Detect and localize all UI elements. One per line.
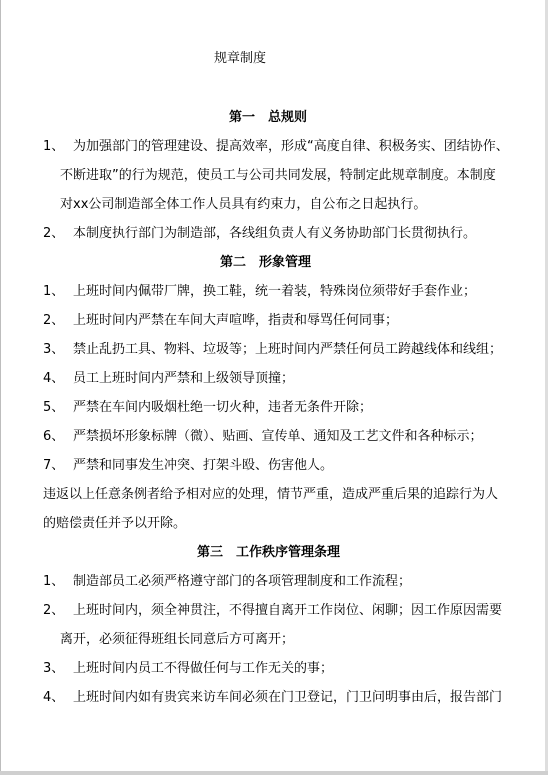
item-text: 严禁和同事发生冲突、打架斗殴、伤害他人。 (73, 458, 334, 473)
item-text: 严禁在车间内吸烟杜绝一切火种，违者无条件开除； (73, 400, 373, 415)
item-text: 为加强部门的管理建设、提高效率，形成“高度自律、积极务实、团结协作、 (73, 139, 509, 154)
item-number: 2、 (43, 226, 65, 241)
item-number: 2、 (43, 313, 65, 328)
section-note: 的赔偿责任并予以开除。 (43, 516, 187, 531)
item-number: 5、 (43, 400, 65, 415)
item-number: 3、 (43, 661, 65, 676)
item-text: 上班时间内严禁在车间大声喧哗，指责和辱骂任何同事； (73, 313, 399, 328)
item-text: 禁止乱扔工具、物料、垃圾等；上班时间内严禁任何员工跨越线体和线组； (73, 342, 503, 357)
item-text: 制造部员工必须严格遵守部门的各项管理制度和工作流程； (73, 574, 412, 589)
page-left-edge (0, 0, 1, 775)
item-number: 2、 (43, 603, 65, 618)
section-heading: 第三 工作秩序管理条理 (197, 545, 341, 560)
item-text: 上班时间内，须全神贯注，不得擅自离开工作岗位、闲聊；因工作原因需要 (73, 603, 503, 618)
item-number: 1、 (43, 139, 65, 154)
page-bottom-edge (0, 771, 548, 775)
item-number: 4、 (43, 371, 65, 386)
item-text: 不断进取”的行为规范，使员工与公司共同发展，特制定此规章制度。本制度 (60, 168, 496, 183)
item-number: 3、 (43, 342, 65, 357)
item-number: 6、 (43, 429, 65, 444)
section-note: 违返以上任意条例者给予相对应的处理，情节严重，造成严重后果的追踪行为人 (43, 487, 499, 502)
document-title: 规章制度 (214, 51, 267, 66)
item-text: 严禁损坏形象标牌（微）、贴画、宣传单、通知及工艺文件和各种标示； (73, 429, 483, 444)
item-text: 员工上班时间内严禁和上级领导顶撞； (73, 371, 295, 386)
item-text: 上班时间内佩带厂牌，换工鞋，统一着装，特殊岗位须带好手套作业； (73, 284, 477, 299)
item-text: 上班时间内员工不得做任何与工作无关的事； (73, 661, 334, 676)
item-number: 1、 (43, 574, 65, 589)
item-number: 7、 (43, 458, 65, 473)
section-heading: 第一 总规则 (229, 110, 308, 125)
item-number: 4、 (43, 690, 65, 705)
item-number: 1、 (43, 284, 65, 299)
section-heading: 第二 形象管理 (220, 255, 312, 270)
item-text: 上班时间内如有贵宾来访车间必须在门卫登记，门卫问明事由后，报告部门 (73, 690, 503, 705)
item-text: 离开，必须征得班组长同意后方可离开； (60, 632, 295, 647)
item-text: 对xx公司制造部全体工作人员具有约束力，自公布之日起执行。 (60, 197, 427, 212)
item-text: 本制度执行部门为制造部，各线组负责人有义务协助部门长贯彻执行。 (73, 226, 477, 241)
